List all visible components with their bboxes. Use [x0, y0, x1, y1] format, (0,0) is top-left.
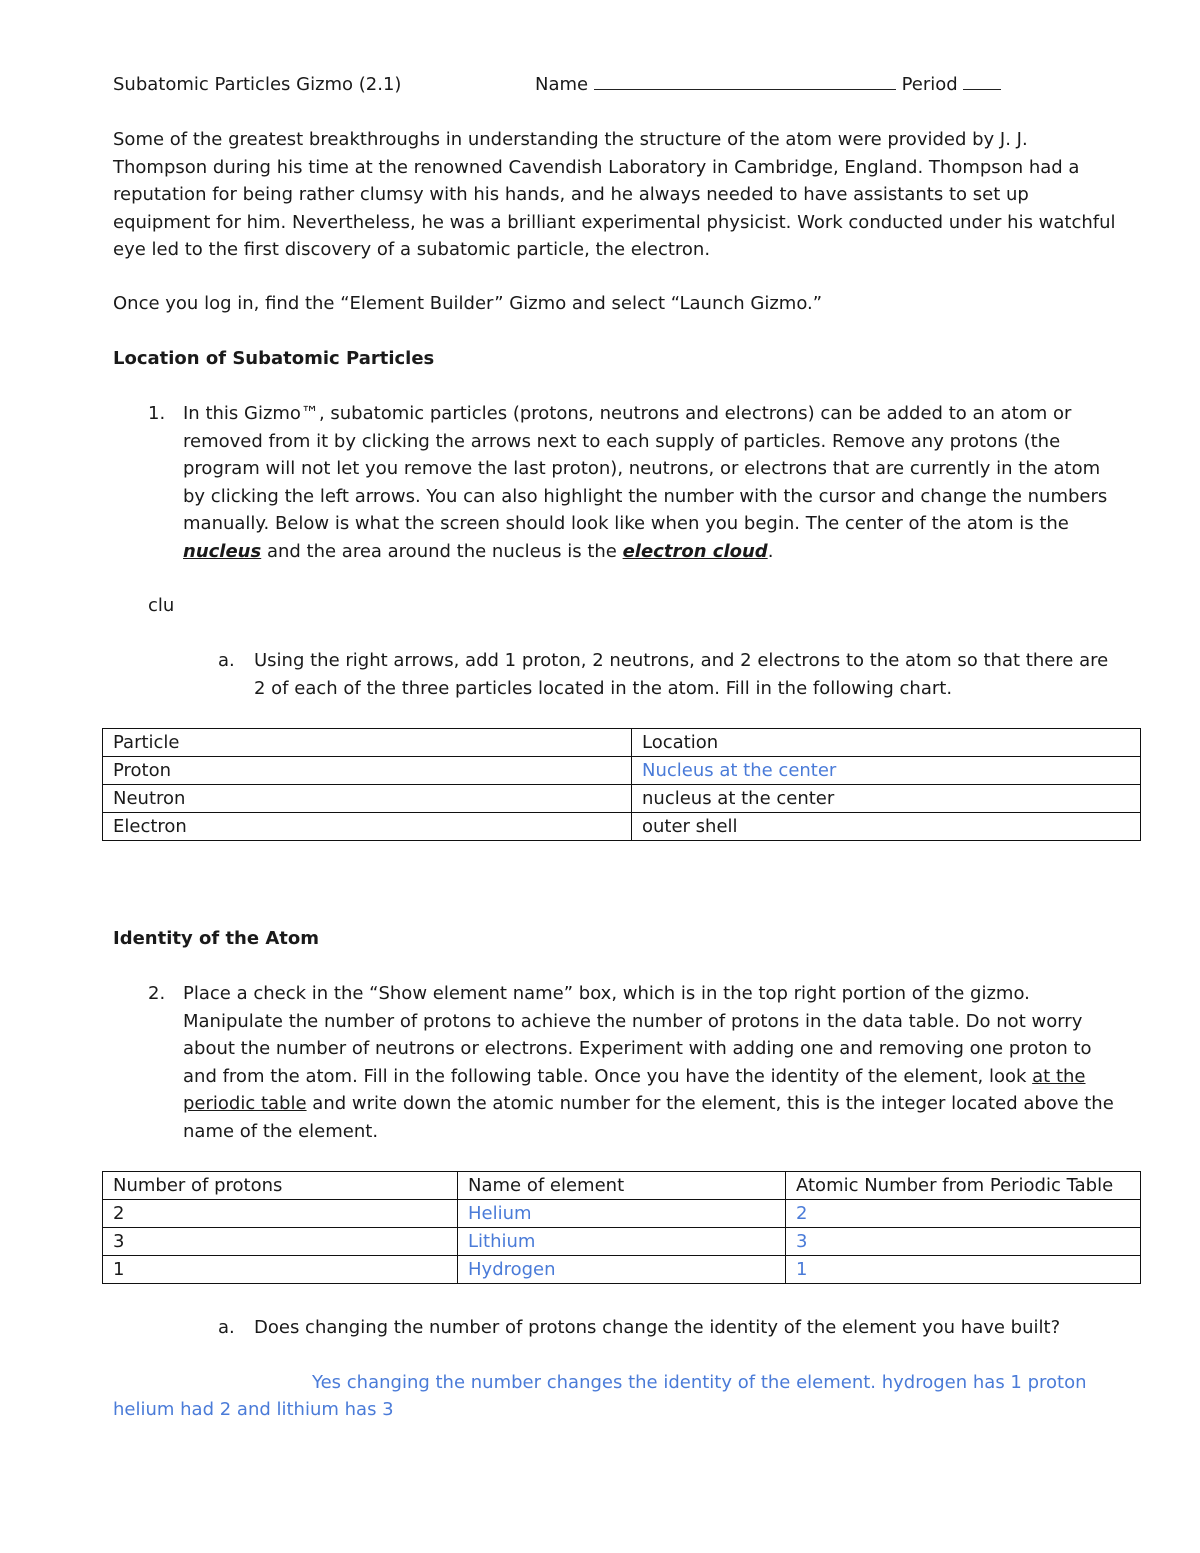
- q1-number: 1.: [148, 403, 166, 424]
- q2-line: [183, 1063, 1114, 1091]
- element-cell[interactable]: Hydrogen: [458, 1256, 786, 1284]
- intro-line: equipment for him. Nevertheless, he was a brilliant experimental physicist. Work conducted under his watchful: [113, 211, 1116, 233]
- answer-line[interactable]: Yes changing the number changes the identity of the element. hydrogen has 1 proton: [312, 1372, 1087, 1393]
- header-atomic-number: Atomic Number from Periodic Table: [786, 1172, 1141, 1200]
- q1-line-end: .: [767, 540, 774, 562]
- intro-line: Some of the greatest breakthroughs in understanding the structure of the atom were provided by J. J.: [113, 129, 1028, 150]
- q2-number: 2.: [148, 983, 166, 1004]
- intro-line: reputation for being rather clumsy with his hands, and he always needed to have assistants to set up: [113, 184, 1029, 205]
- q2-line5-end: and write down the atomic number for the element, this is the integer located above the: [306, 1093, 1114, 1114]
- q1-line: by clicking the left arrows. You can also highlight the number with the cursor and change the numbers: [183, 485, 1108, 507]
- period-label: Period: [901, 74, 958, 95]
- q1-line: In this Gizmo™, subatomic particles (protons, neutrons and electrons) can be added to an atom or: [183, 403, 1072, 424]
- atomic-number-cell[interactable]: 2: [786, 1200, 1141, 1228]
- q1-line: removed from it by clicking the arrows next to each supply of particles. Remove any protons (the: [183, 430, 1061, 452]
- table-row: [103, 1256, 1141, 1284]
- term-electron-cloud: electron cloud: [622, 540, 768, 562]
- atomic-number-cell[interactable]: 3: [786, 1228, 1141, 1256]
- particle-cell: Proton: [103, 757, 632, 785]
- section-heading-identity: Identity of the Atom: [113, 928, 319, 949]
- name-field[interactable]: [535, 71, 1001, 99]
- table-row: [103, 813, 1141, 841]
- intro-paragraph: [113, 126, 1116, 264]
- element-cell[interactable]: Helium: [458, 1200, 786, 1228]
- periodic-table-link[interactable]: periodic table: [183, 1093, 307, 1114]
- q1-text: [183, 400, 1107, 565]
- table-header-row: [103, 729, 1141, 757]
- protons-cell: 1: [103, 1256, 458, 1284]
- q2-text: [183, 980, 1114, 1145]
- location-cell[interactable]: nucleus at the center: [632, 785, 1141, 813]
- particle-cell: Neutron: [103, 785, 632, 813]
- location-cell[interactable]: outer shell: [632, 813, 1141, 841]
- q2-line: about the number of neutrons or electrons. Experiment with adding one and removing one proton to: [183, 1038, 1092, 1059]
- particle-location-table: [102, 728, 1141, 841]
- q1a-line: Using the right arrows, add 1 proton, 2 neutrons, and 2 electrons to the atom so that there are: [254, 650, 1109, 671]
- q1-line: manually. Below is what the screen should look like when you begin. The center of the atom is the: [183, 513, 1069, 534]
- element-identity-table: [102, 1171, 1141, 1284]
- table-row: [103, 757, 1141, 785]
- period-blank[interactable]: [963, 73, 1001, 90]
- intro-line: eye led to the first discovery of a subatomic particle, the electron.: [113, 239, 711, 260]
- q2a-letter: a.: [218, 1317, 235, 1338]
- table-row: [103, 1228, 1141, 1256]
- q1-line: program will not let you remove the last proton), neutrons, or electrons that are currently in the atom: [183, 458, 1101, 479]
- login-instruction: Once you log in, find the “Element Builder” Gizmo and select “Launch Gizmo.”: [113, 293, 823, 314]
- table-header-row: [103, 1172, 1141, 1200]
- intro-line: Thompson during his time at the renowned Cavendish Laboratory in Cambridge, England. Thompson had a: [113, 156, 1080, 178]
- q1a-line: 2 of each of the three particles located in the atom. Fill in the following chart.: [254, 677, 953, 699]
- q2-line: [183, 1090, 1114, 1118]
- q2a-question: Does changing the number of protons change the identity of the element you have built?: [254, 1317, 1061, 1338]
- protons-cell: 2: [103, 1200, 458, 1228]
- q2-line: Place a check in the “Show element name” box, which is in the top right portion of the gizmo.: [183, 983, 1030, 1004]
- q1a-text: [254, 647, 1108, 702]
- particle-cell: Electron: [103, 813, 632, 841]
- name-blank[interactable]: [594, 73, 896, 90]
- answer-line[interactable]: helium had 2 and lithium has 3: [113, 1399, 394, 1420]
- periodic-table-link[interactable]: at the: [1032, 1065, 1086, 1087]
- q1a-letter: a.: [218, 650, 235, 671]
- term-nucleus: nucleus: [183, 540, 262, 562]
- table-row: [103, 785, 1141, 813]
- q2-line: name of the element.: [183, 1120, 379, 1142]
- table-row: [103, 1200, 1141, 1228]
- q2-line: Manipulate the number of protons to achieve the number of protons in the data table. Do not worry: [183, 1010, 1083, 1032]
- stray-text: clu: [148, 595, 175, 616]
- q2-line4-start: and from the atom. Fill in the following table. Once you have the identity of the element, look: [183, 1065, 1033, 1087]
- section-heading-location: Location of Subatomic Particles: [113, 348, 435, 369]
- header-location: Location: [632, 729, 1141, 757]
- header-particle: Particle: [103, 729, 632, 757]
- q1-line-mid: and the area around the nucleus is the: [261, 540, 623, 562]
- location-cell[interactable]: Nucleus at the center: [632, 757, 1141, 785]
- q1-line-last: [183, 538, 1107, 566]
- worksheet-title: Subatomic Particles Gizmo (2.1): [113, 74, 402, 95]
- name-label: Name: [535, 74, 589, 95]
- element-cell[interactable]: Lithium: [458, 1228, 786, 1256]
- atomic-number-cell[interactable]: 1: [786, 1256, 1141, 1284]
- protons-cell: 3: [103, 1228, 458, 1256]
- header-element: Name of element: [458, 1172, 786, 1200]
- header-protons: Number of protons: [103, 1172, 458, 1200]
